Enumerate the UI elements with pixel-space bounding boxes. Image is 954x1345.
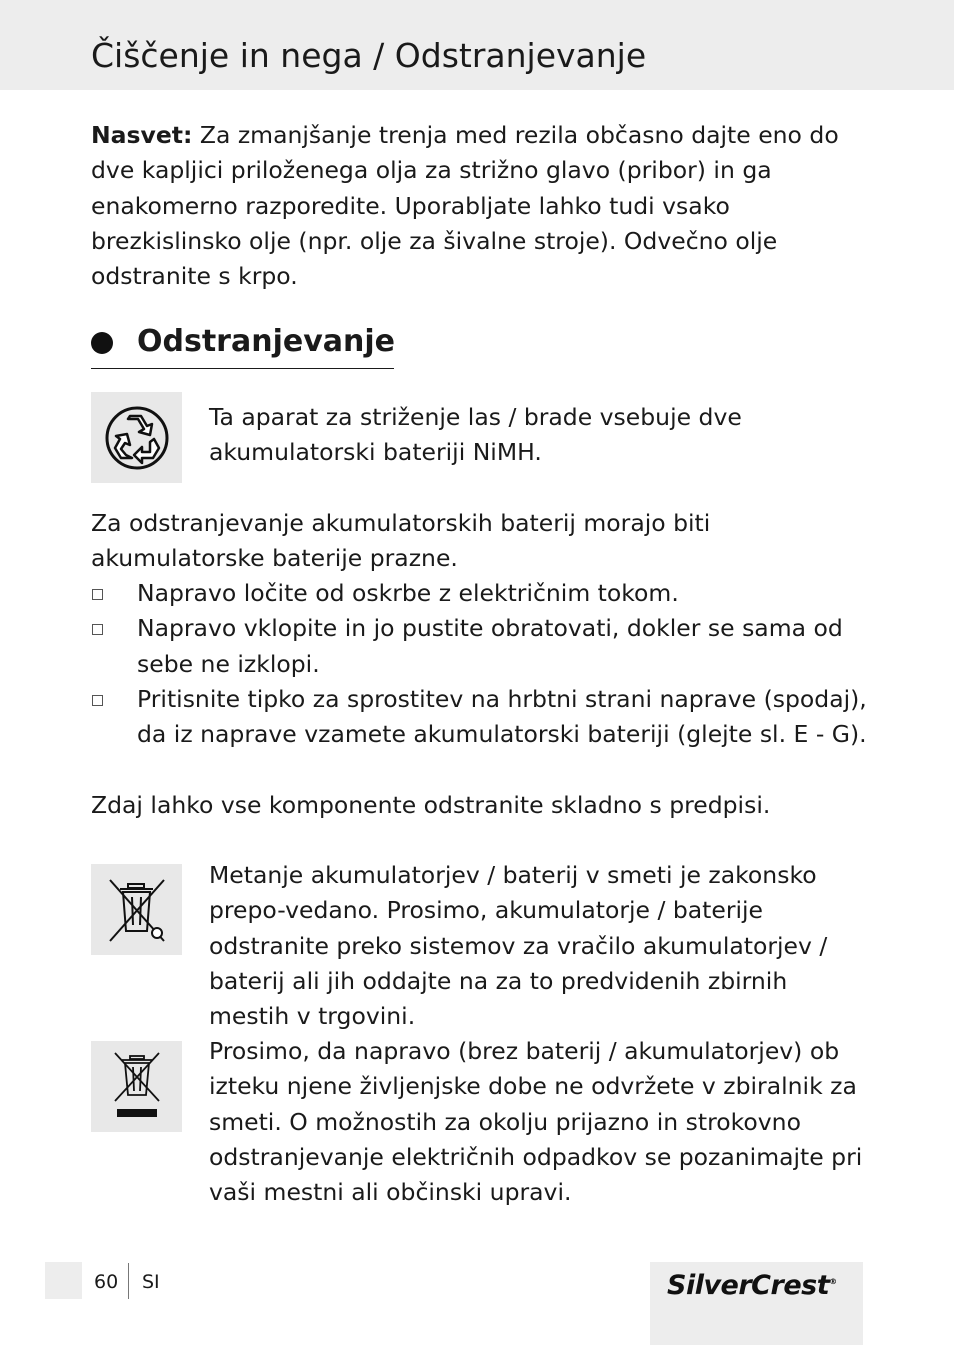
checkbox-bullet-icon [92,695,103,706]
step-text: Napravo ločite od oskrbe z električnim tokom. [137,579,679,607]
checkbox-bullet-icon [92,624,103,635]
list-item [91,611,871,682]
checkbox-bullet-icon [92,589,103,600]
tip-label: Nasvet: [91,121,193,149]
weee-note-text: Prosimo, da napravo (brez baterij / akumulatorjev) ob izteku njene življenjske dobe ne odvržete v zbiralnik za smeti. O možnostih za okolju prijazno in strokovno odstranjevanje električnih odpadkov se pozanimajte pri vaši mestni ali občinski upravi. [209,1037,863,1207]
bullet-dot-icon [91,332,113,354]
after-steps-paragraph: Zdaj lahko vse komponente odstranite skladno s predpisi. [91,791,771,819]
crossed-bin-weee-icon [107,1051,167,1123]
tip-paragraph [91,118,871,294]
step-text: Pritisnite tipko za sprostitev na hrbtni strani naprave (spodaj), da iz naprave vzamete akumulatorski bateriji (glejte sl. E - G). [137,684,867,749]
section-heading [91,324,394,369]
registered-mark: ® [829,1277,837,1286]
recycle-icon [104,405,170,471]
brand-box [650,1262,863,1345]
list-item [91,682,871,753]
battery-note-text: Metanje akumulatorjev / baterij v smeti je zakonsko prepo-vedano. Prosimo, akumulatorje / baterije odstranite preko sistemov za vračilo akumulatorjev / baterij ali jih oddajte na za to predvidenih zbirnih mestih v trgovini. [209,861,828,1031]
recycle-note-text: Ta aparat za striženje las / brade vsebuje dve akumulatorski bateriji NiMH. [209,403,742,467]
weee-bin-icon-box [91,1041,182,1132]
crossed-bin-battery-icon [102,875,172,945]
recycle-icon-box [91,392,182,483]
footer-left-box [45,1262,82,1299]
step-list [91,576,871,752]
footer-divider [128,1263,129,1299]
tip-text: Za zmanjšanje trenja med rezila občasno dajte eno do dve kapljici priloženega olja za strižno glavo (pribor) in ga enakomerno razporedite. Uporabljate lahko tudi vsako brezkislinsko olje (npr. olje za šivalne stroje). Odvečno olje odstranite s krpo. [91,121,839,291]
intro-paragraph: Za odstranjevanje akumulatorskih baterij morajo biti akumulatorske baterije prazne. [91,509,711,573]
language-code: SI [142,1271,160,1293]
battery-bin-icon-box [91,864,182,955]
list-item [91,576,871,611]
brand-name: SilverCrest [667,1270,830,1301]
step-text: Napravo vklopite in jo pustite obratovati, dokler se sama od sebe ne izklopi. [137,614,843,678]
page-number: 60 [94,1271,119,1293]
section-title: Odstranjevanje [137,324,395,359]
brand-logo [667,1270,837,1301]
page-title: Čiščenje in nega / Odstranjevanje [91,36,647,75]
